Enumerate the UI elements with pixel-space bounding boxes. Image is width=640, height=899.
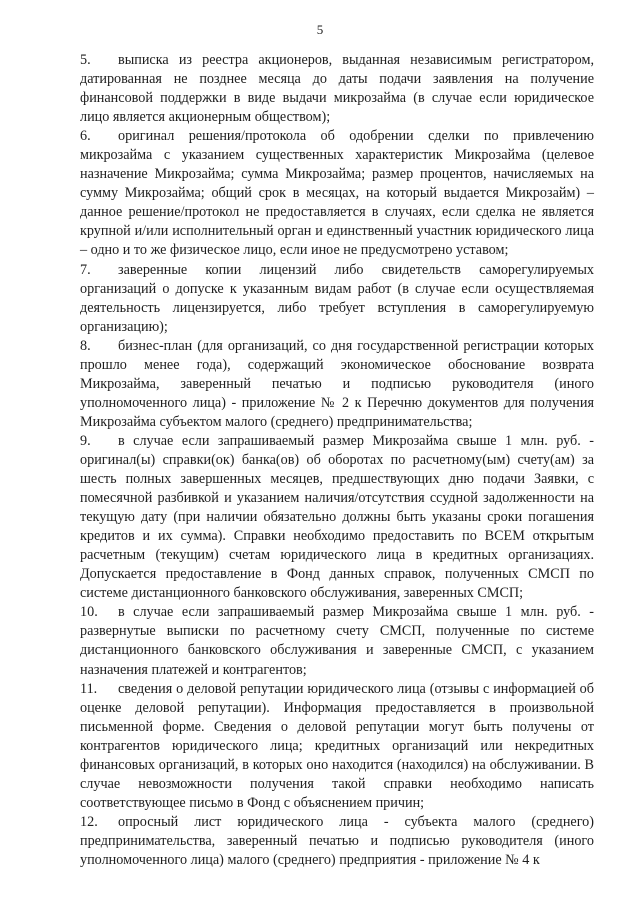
item-text: оригинал решения/протокола об одобрении сделки по привлечению микрозайма с указанием существенных характеристик Микрозайма (целевое назначение Микрозайма; сумма Микрозайма; размер процентов, начисляемых на сумму Микрозайма; общий срок в месяцах, на который выдается Микрозайм) – данное решение/протокол не предоставляется в случаях, если сделка не является крупной и/или исполнительный орган и единственный участник юридического лица – одно и то же физическое лицо, если иное не предусмотрено уставом;: [80, 128, 594, 259]
list-item: [80, 813, 594, 870]
list-item: [80, 127, 594, 260]
item-text: в случае если запрашиваемый размер Микрозайма свыше 1 млн. руб. - оригинал(ы) справки(ок) банка(ов) об оборотах по расчетному(ым) счету(ам) за шесть полных завершенных месяцев, предшествующих дню подачи Заявки, с помесячной разбивкой и указанием наличия/отсутствия ссудной задолженности на текущую дату (при наличии обязательно должны быть указаны сроки погашения кредитов и их сумма). Справки необходимо предоставить по ВСЕМ открытым расчетным (текущим) счетам юридического лица в кредитных организациях. Допускается предоставление в Фонд данных справок, полученных СМСП по системе дистанционного банковского обслуживания, заверенных СМСП;: [80, 432, 594, 602]
item-text: в случае если запрашиваемый размер Микрозайма свыше 1 млн. руб. - развернутые выписки по расчетному счету СМСП, полученные по системе дистанционного банковского обслуживания и заверенные СМСП, с указанием назначения платежей и контрагентов;: [80, 604, 594, 678]
list-item: [80, 51, 594, 127]
list-item: [80, 603, 594, 679]
item-number: 9.: [80, 432, 91, 449]
item-number: 6.: [80, 128, 91, 145]
document-body: [80, 51, 594, 870]
list-item: [80, 337, 594, 432]
list-item: [80, 432, 594, 603]
item-number: 10.: [80, 604, 98, 621]
item-text: сведения о деловой репутации юридического лица (отзывы с информацией об оценке деловой репутации). Информация предоставляется в произвольной письменной форме. Сведения о деловой репутации могут быть получены от контрагентов юридического лица; кредитных организаций или некредитных финансовых организаций, в которых оно находится (находился) на обслуживании. В случае невозможности получения такой справки необходимо написать соответствующее письмо в Фонд с объяснением причин;: [80, 680, 594, 811]
item-number: 12.: [80, 813, 98, 830]
item-text: бизнес-план (для организаций, со дня государственной регистрации которых прошло менее года), содержащий экономическое обоснование возврата Микрозайма, заверенный печатью и подписью руководителя (иного уполномоченного лица) - приложение № 2 к Перечню документов для получения Микрозайма субъектом малого (среднего) предпринимательства;: [80, 337, 594, 430]
item-number: 8.: [80, 337, 91, 354]
item-number: 5.: [80, 52, 91, 68]
item-text: опросный лист юридического лица - субъекта малого (среднего) предпринимательства, заверенный печатью и подписью руководителя (иного уполномоченного лица) малого (среднего) предприятия - приложение № 4 к: [80, 813, 594, 868]
item-text: заверенные копии лицензий либо свидетельств саморегулируемых организаций о допуске к указанным видам работ (в случае если осуществляемая деятельность лицензируется, либо требует вступления в саморегулируемую организацию);: [80, 261, 594, 335]
item-number: 11.: [80, 680, 98, 697]
page-number: 5: [316, 22, 324, 37]
item-number: 7.: [80, 261, 91, 278]
item-text: выписка из реестра акционеров, выданная независимым регистратором, датированная не позднее месяца до даты подачи заявления на получение финансовой поддержки в виде выдачи микрозайма (в случае если юридическое лицо является акционерным обществом);: [80, 52, 594, 126]
list-item: [80, 261, 594, 337]
list-item: [80, 680, 594, 813]
